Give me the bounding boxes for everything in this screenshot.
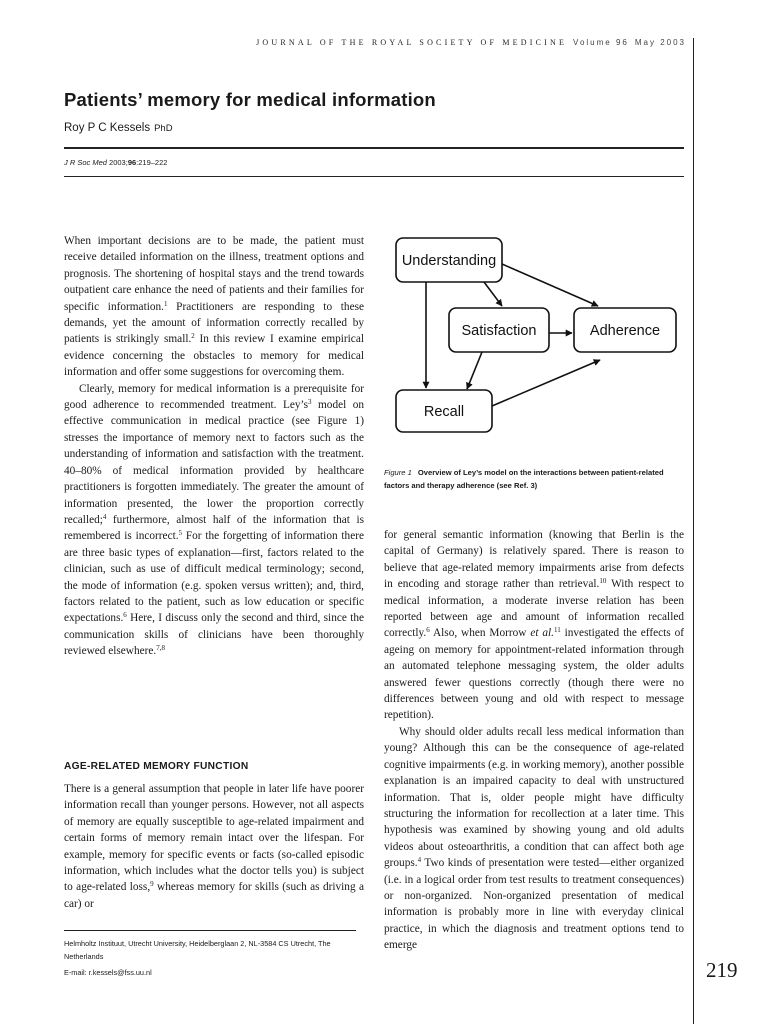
- author-name: Roy P C Kessels: [64, 122, 151, 134]
- reference[interactable]: 7,8: [156, 644, 165, 653]
- volume: Volume 96: [573, 38, 629, 47]
- reference[interactable]: 11: [553, 626, 561, 635]
- reference[interactable]: 9: [150, 880, 154, 889]
- title-rule: [64, 147, 684, 149]
- page-number: 219: [706, 958, 738, 982]
- figure-1-diagram: [384, 232, 684, 454]
- footnote-rule: [64, 930, 356, 931]
- reference[interactable]: 5: [178, 529, 183, 538]
- author-line: [64, 122, 173, 134]
- reference[interactable]: 4: [417, 856, 422, 865]
- left-column: [64, 233, 364, 660]
- arrow-recall-adherence: [492, 360, 600, 406]
- citation: [64, 158, 167, 167]
- citation-volume: 96: [127, 158, 137, 167]
- paragraph: Clearly, memory for medical information is a prerequisite for good adherence to recommended treatment. $Ley’s^3$ model on effective communication in medical practice (see Figure 1) stresses the importance of memory next to factors such as the understanding of information and satisfaction with the treatment. 40–80% of medical information provided by healthcare practitioners is forgotten immediately. The greater the amount of information presented, the lower the proportion correctly recalled;$^4$ furthermore, almost half of the information that is remembered is incorrect.$^5$ For the forgetting of information there are three basic types of explanation—first, factors related to the clinician, such as use of difficult medical terminology; second, the mode of information (e.g. spoken versus written); and, third, factors related to the patient, such as low education or specific expectations.$^6$ Here, I discuss only the second and third, since the communication skills of clinicians have been thoroughly reviewed elsewhere.$^{7,8}$: [64, 382, 365, 658]
- citation-rule: [64, 176, 684, 177]
- citation-year: 2003;: [109, 158, 128, 167]
- reference[interactable]: 2: [191, 332, 195, 341]
- running-header: [0, 38, 686, 47]
- citation-pages: :219–222: [136, 158, 168, 167]
- figure-label: Figure 1: [384, 468, 412, 477]
- figure-caption-text: Overview of Ley’s model on the interactions between patient-related factors and therapy adherence (see Ref. 3): [384, 468, 664, 490]
- left-column-section: [64, 781, 364, 912]
- affiliation: Helmholtz Instituut, Utrecht University, Heidelberglaan 2, NL-3584 CS Utrecht, The Netherlands: [64, 939, 331, 961]
- email[interactable]: E-mail: r.kessels@fss.uu.nl: [64, 968, 152, 978]
- section-heading: AGE-RELATED MEMORY FUNCTION: [64, 761, 249, 772]
- arrow-satisfaction-recall: [467, 352, 482, 389]
- margin-rule: [693, 38, 694, 1024]
- reference[interactable]: 6: [123, 611, 127, 620]
- node-adherence: Adherence: [589, 323, 661, 339]
- reference[interactable]: 6: [426, 626, 430, 635]
- node-recall: Recall: [423, 404, 465, 420]
- node-satisfaction: Satisfaction: [461, 323, 537, 339]
- article-title: Patients’ memory for medical information: [64, 89, 436, 110]
- paragraph: There is a general assumption that people in later life have poorer information recall than younger persons. However, not all aspects of memory are equally susceptible to age-related impairment and certain forms of memory remain intact over the lifespan. For example, memory for specific events or facts (so-called episodic information, which includes what the doctor tells you) is subject to age-related loss,$^9$ whereas memory for skills (such as driving a car) or: [64, 783, 364, 910]
- paragraph: Why should older adults recall less medical information than young? Although this can be the consequence of age-related cognitive impairments (e.g. in working memory), another possible explanation is an impaired capacity to deal with unstructured information. That is, older people might have difficulty structuring the information for recollection at a later time. This hypothesis was examined by showing young and old adults videos about osteoarthritis, a condition that can affect both age groups.$^4$ Two kinds of presentation were tested—either organized (i.e. in a logical order from test results to treatment consequences) or non-organized. Non-organized presentation of medical information is probably more in line with everyday clinical practice, in which the diagnosis and treatment options tend to emerge: [384, 725, 684, 952]
- reference[interactable]: 4: [102, 512, 107, 521]
- issue-date: May 2003: [634, 38, 686, 47]
- reference[interactable]: 3: [308, 398, 312, 407]
- figure-caption: [384, 467, 684, 492]
- journal-name: JOURNAL OF THE ROYAL SOCIETY OF MEDICINE: [256, 38, 568, 47]
- paragraph: When important decisions are to be made, the patient must receive detailed information on the illness, treatment options and prognosis. The shortening of hospital stays and the trend towards outpatient care enhance the need of patients and their families for specific information.$^1$ Practitioners are responding to these demands, yet the amount of information correctly recalled by patients is strikingly small.$^2$ In this review I examine empirical evidence concerning the obstacles to memory for medical information and offer some suggestions for overcoming them.: [64, 235, 364, 379]
- footnote: [64, 938, 364, 980]
- citation-journal: J R Soc Med: [64, 158, 107, 167]
- reference[interactable]: 10: [599, 577, 607, 586]
- right-column: [384, 527, 684, 954]
- reference[interactable]: 1: [163, 299, 168, 308]
- node-understanding: Understanding: [401, 253, 497, 269]
- paragraph: for general semantic information (knowing that Berlin is the capital of Germany) is relatively spared. There is reason to believe that age-related memory impairments arise from defects in encoding and storage rather than retrieval.$^{10}$ With respect to medical information, a moderate inverse relation has been reported between age and amount of information recalled correctly.$^6$ Also, when Morrow et al.$^{11}$ investigated the effects of ageing on memory for appointment-related information through an automated telephone messaging system, the older adults answered fewer questions correctly (though there were no differences between young and old with respect to message repetition).: [384, 529, 684, 722]
- arrow-understanding-satisfaction: [484, 282, 502, 306]
- author-degree: PhD: [154, 123, 173, 134]
- arrow-understanding-adherence: [502, 264, 598, 306]
